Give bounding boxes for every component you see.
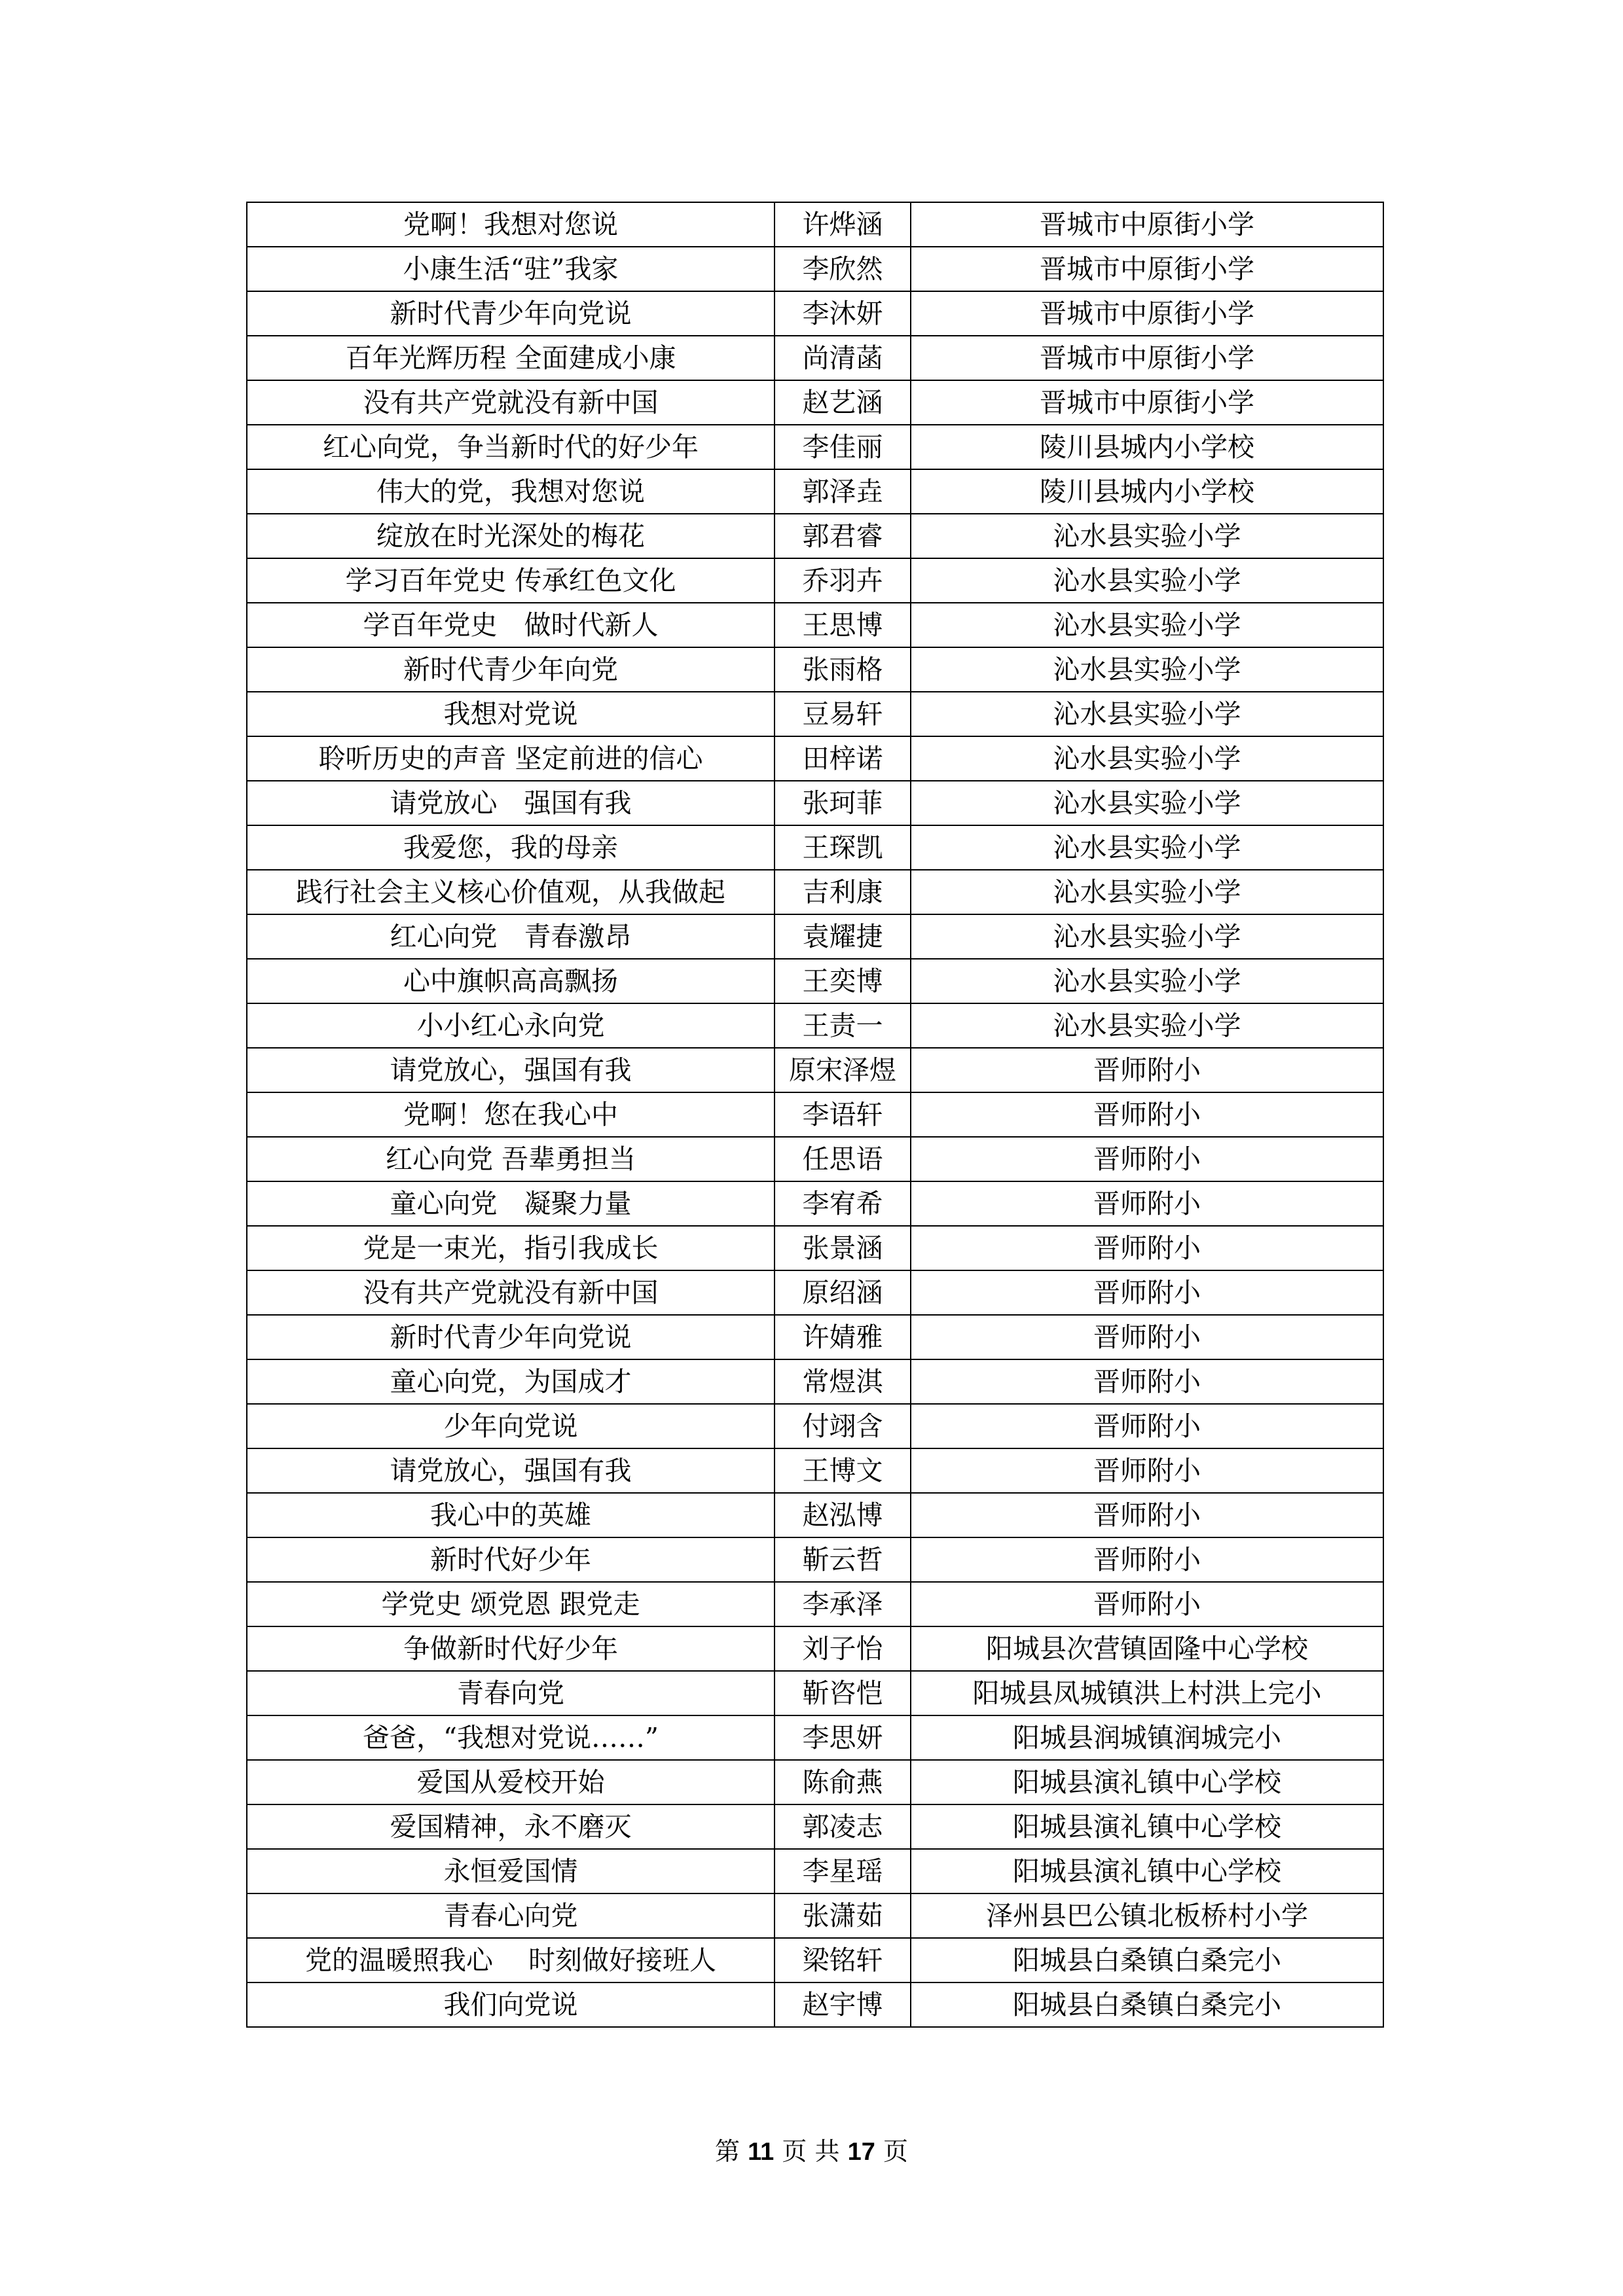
entry-school-cell: 阳城县白桑镇白桑完小 xyxy=(911,1938,1383,1982)
entry-name-cell: 王奕博 xyxy=(775,959,911,1003)
table-row xyxy=(247,1048,1383,1092)
table-row xyxy=(247,1537,1383,1582)
entry-title-cell: 百年光辉历程 全面建成小康 xyxy=(247,336,775,380)
footer-prefix: 第 xyxy=(715,2137,740,2166)
entry-title-cell: 请党放心，强国有我 xyxy=(247,1448,775,1493)
entry-title-cell: 学党史 颂党恩 跟党走 xyxy=(247,1582,775,1626)
entry-title-cell: 党是一束光，指引我成长 xyxy=(247,1226,775,1270)
entry-title-cell: 小小红心永向党 xyxy=(247,1003,775,1048)
entry-name-cell: 赵宇博 xyxy=(775,1982,911,2027)
table-row xyxy=(247,1893,1383,1938)
entry-title-cell: 小康生活“驻”我家 xyxy=(247,247,775,291)
entry-name-cell: 赵艺涵 xyxy=(775,380,911,425)
entry-school-cell: 阳城县演礼镇中心学校 xyxy=(911,1804,1383,1849)
entry-school-cell: 沁水县实验小学 xyxy=(911,1003,1383,1048)
entry-school-cell: 晋师附小 xyxy=(911,1315,1383,1359)
entry-school-cell: 晋城市中原街小学 xyxy=(911,380,1383,425)
entry-title-cell: 我心中的英雄 xyxy=(247,1493,775,1537)
entry-name-cell: 郭君睿 xyxy=(775,514,911,558)
entry-title-cell: 没有共产党就没有新中国 xyxy=(247,380,775,425)
table-row xyxy=(247,781,1383,825)
table-row xyxy=(247,202,1383,247)
entry-title-cell: 新时代青少年向党 xyxy=(247,647,775,692)
entries-table-body xyxy=(247,202,1383,2027)
entry-school-cell: 晋师附小 xyxy=(911,1270,1383,1315)
entry-school-cell: 晋师附小 xyxy=(911,1448,1383,1493)
entry-school-cell: 泽州县巴公镇北板桥村小学 xyxy=(911,1893,1383,1938)
table-row xyxy=(247,1270,1383,1315)
table-row xyxy=(247,1493,1383,1537)
entry-name-cell: 原绍涵 xyxy=(775,1270,911,1315)
footer-total-pages: 17 xyxy=(847,2138,875,2166)
entry-title-cell: 我们向党说 xyxy=(247,1982,775,2027)
entry-title-cell: 爸爸，“我想对党说……” xyxy=(247,1715,775,1760)
entry-title-cell: 童心向党 凝聚力量 xyxy=(247,1181,775,1226)
entry-title-cell: 青春向党 xyxy=(247,1671,775,1715)
entry-school-cell: 晋城市中原街小学 xyxy=(911,291,1383,336)
entry-title-cell: 永恒爱国情 xyxy=(247,1849,775,1893)
entry-name-cell: 郭凌志 xyxy=(775,1804,911,1849)
entry-name-cell: 靳云哲 xyxy=(775,1537,911,1582)
table-row xyxy=(247,692,1383,736)
entry-school-cell: 沁水县实验小学 xyxy=(911,514,1383,558)
table-row xyxy=(247,1181,1383,1226)
entry-name-cell: 赵泓博 xyxy=(775,1493,911,1537)
table-row xyxy=(247,1582,1383,1626)
entry-school-cell: 沁水县实验小学 xyxy=(911,558,1383,603)
entry-title-cell: 党啊！您在我心中 xyxy=(247,1092,775,1137)
footer-suffix: 页 xyxy=(883,2137,908,2166)
entry-name-cell: 郭泽垚 xyxy=(775,469,911,514)
entry-name-cell: 张潇茹 xyxy=(775,1893,911,1938)
table-row xyxy=(247,914,1383,959)
entry-title-cell: 学百年党史 做时代新人 xyxy=(247,603,775,647)
entry-school-cell: 沁水县实验小学 xyxy=(911,692,1383,736)
entry-name-cell: 张景涵 xyxy=(775,1226,911,1270)
table-row xyxy=(247,959,1383,1003)
entry-title-cell: 请党放心 强国有我 xyxy=(247,781,775,825)
entry-school-cell: 陵川县城内小学校 xyxy=(911,425,1383,469)
table-row xyxy=(247,1982,1383,2027)
entry-title-cell: 没有共产党就没有新中国 xyxy=(247,1270,775,1315)
entry-name-cell: 许婧雅 xyxy=(775,1315,911,1359)
entry-title-cell: 青春心向党 xyxy=(247,1893,775,1938)
entry-name-cell: 乔羽卉 xyxy=(775,558,911,603)
entry-name-cell: 袁耀捷 xyxy=(775,914,911,959)
entry-school-cell: 阳城县润城镇润城完小 xyxy=(911,1715,1383,1760)
entry-name-cell: 王责一 xyxy=(775,1003,911,1048)
table-row xyxy=(247,1359,1383,1404)
table-row xyxy=(247,603,1383,647)
entry-title-cell: 红心向党 吾辈勇担当 xyxy=(247,1137,775,1181)
entry-school-cell: 沁水县实验小学 xyxy=(911,959,1383,1003)
table-row xyxy=(247,558,1383,603)
entry-title-cell: 伟大的党，我想对您说 xyxy=(247,469,775,514)
entry-title-cell: 践行社会主义核心价值观，从我做起 xyxy=(247,870,775,914)
entry-name-cell: 原宋泽煜 xyxy=(775,1048,911,1092)
table-row xyxy=(247,1226,1383,1270)
entry-school-cell: 晋师附小 xyxy=(911,1181,1383,1226)
entry-name-cell: 常煜淇 xyxy=(775,1359,911,1404)
table-row xyxy=(247,514,1383,558)
entry-school-cell: 沁水县实验小学 xyxy=(911,870,1383,914)
table-row xyxy=(247,469,1383,514)
entry-name-cell: 李佳丽 xyxy=(775,425,911,469)
entry-title-cell: 红心向党 青春激昂 xyxy=(247,914,775,959)
entry-name-cell: 梁铭轩 xyxy=(775,1938,911,1982)
entry-school-cell: 沁水县实验小学 xyxy=(911,781,1383,825)
entry-name-cell: 付翊含 xyxy=(775,1404,911,1448)
entry-school-cell: 晋师附小 xyxy=(911,1359,1383,1404)
table-row xyxy=(247,1003,1383,1048)
entry-school-cell: 晋师附小 xyxy=(911,1137,1383,1181)
entry-title-cell: 童心向党，为国成才 xyxy=(247,1359,775,1404)
entry-school-cell: 晋城市中原街小学 xyxy=(911,336,1383,380)
table-row xyxy=(247,870,1383,914)
entry-school-cell: 阳城县演礼镇中心学校 xyxy=(911,1849,1383,1893)
entry-school-cell: 晋师附小 xyxy=(911,1048,1383,1092)
entry-name-cell: 李星瑶 xyxy=(775,1849,911,1893)
entry-title-cell: 我想对党说 xyxy=(247,692,775,736)
entry-title-cell: 党的温暖照我心 时刻做好接班人 xyxy=(247,1938,775,1982)
entry-school-cell: 晋师附小 xyxy=(911,1404,1383,1448)
entry-name-cell: 李宥希 xyxy=(775,1181,911,1226)
entry-school-cell: 阳城县白桑镇白桑完小 xyxy=(911,1982,1383,2027)
table-row xyxy=(247,247,1383,291)
entry-school-cell: 晋师附小 xyxy=(911,1092,1383,1137)
entry-school-cell: 晋师附小 xyxy=(911,1582,1383,1626)
entry-school-cell: 晋师附小 xyxy=(911,1493,1383,1537)
entry-name-cell: 尚清菡 xyxy=(775,336,911,380)
entry-school-cell: 晋师附小 xyxy=(911,1537,1383,1582)
entry-title-cell: 我爱您，我的母亲 xyxy=(247,825,775,870)
entry-name-cell: 李思妍 xyxy=(775,1715,911,1760)
entry-name-cell: 田梓诺 xyxy=(775,736,911,781)
entry-name-cell: 豆易轩 xyxy=(775,692,911,736)
entry-name-cell: 张珂菲 xyxy=(775,781,911,825)
table-row xyxy=(247,1938,1383,1982)
entry-title-cell: 争做新时代好少年 xyxy=(247,1626,775,1671)
entry-title-cell: 少年向党说 xyxy=(247,1404,775,1448)
table-row xyxy=(247,380,1383,425)
entry-name-cell: 吉利康 xyxy=(775,870,911,914)
entry-school-cell: 沁水县实验小学 xyxy=(911,647,1383,692)
entry-name-cell: 靳咨恺 xyxy=(775,1671,911,1715)
table-row xyxy=(247,647,1383,692)
entry-name-cell: 张雨格 xyxy=(775,647,911,692)
entry-name-cell: 李沐妍 xyxy=(775,291,911,336)
entry-title-cell: 请党放心，强国有我 xyxy=(247,1048,775,1092)
entries-table xyxy=(246,202,1384,2028)
entry-title-cell: 爱国从爱校开始 xyxy=(247,1760,775,1804)
entry-name-cell: 李承泽 xyxy=(775,1582,911,1626)
entry-name-cell: 王思博 xyxy=(775,603,911,647)
entry-title-cell: 党啊！我想对您说 xyxy=(247,202,775,247)
entry-school-cell: 沁水县实验小学 xyxy=(911,603,1383,647)
entry-school-cell: 沁水县实验小学 xyxy=(911,914,1383,959)
footer-middle: 页 共 xyxy=(782,2137,840,2166)
table-row xyxy=(247,291,1383,336)
footer-page-number: 11 xyxy=(748,2138,775,2166)
entry-school-cell: 阳城县凤城镇洪上村洪上完小 xyxy=(911,1671,1383,1715)
entry-title-cell: 爱国精神，永不磨灭 xyxy=(247,1804,775,1849)
table-row xyxy=(247,1671,1383,1715)
entry-school-cell: 阳城县次营镇固隆中心学校 xyxy=(911,1626,1383,1671)
table-row xyxy=(247,1715,1383,1760)
table-row xyxy=(247,1760,1383,1804)
entry-title-cell: 心中旗帜高高飘扬 xyxy=(247,959,775,1003)
table-row xyxy=(247,1448,1383,1493)
entry-name-cell: 任思语 xyxy=(775,1137,911,1181)
table-row xyxy=(247,1315,1383,1359)
entry-school-cell: 晋师附小 xyxy=(911,1226,1383,1270)
entry-school-cell: 阳城县演礼镇中心学校 xyxy=(911,1760,1383,1804)
table-row xyxy=(247,1137,1383,1181)
page-footer xyxy=(0,2135,1623,2168)
entry-school-cell: 晋城市中原街小学 xyxy=(911,202,1383,247)
entry-title-cell: 学习百年党史 传承红色文化 xyxy=(247,558,775,603)
table-row xyxy=(247,336,1383,380)
entry-title-cell: 新时代青少年向党说 xyxy=(247,291,775,336)
entry-name-cell: 李语轩 xyxy=(775,1092,911,1137)
entry-name-cell: 王博文 xyxy=(775,1448,911,1493)
entry-title-cell: 新时代青少年向党说 xyxy=(247,1315,775,1359)
table-row xyxy=(247,1804,1383,1849)
entry-name-cell: 陈俞燕 xyxy=(775,1760,911,1804)
entry-name-cell: 李欣然 xyxy=(775,247,911,291)
table-row xyxy=(247,825,1383,870)
table-row xyxy=(247,1404,1383,1448)
entry-name-cell: 王琛凯 xyxy=(775,825,911,870)
table-row xyxy=(247,1626,1383,1671)
entry-title-cell: 聆听历史的声音 坚定前进的信心 xyxy=(247,736,775,781)
table-row xyxy=(247,425,1383,469)
entry-school-cell: 晋城市中原街小学 xyxy=(911,247,1383,291)
table-row xyxy=(247,1849,1383,1893)
entry-title-cell: 绽放在时光深处的梅花 xyxy=(247,514,775,558)
entry-school-cell: 陵川县城内小学校 xyxy=(911,469,1383,514)
entry-title-cell: 新时代好少年 xyxy=(247,1537,775,1582)
table-row xyxy=(247,1092,1383,1137)
entry-title-cell: 红心向党，争当新时代的好少年 xyxy=(247,425,775,469)
entry-school-cell: 沁水县实验小学 xyxy=(911,825,1383,870)
table-row xyxy=(247,736,1383,781)
entry-name-cell: 刘子怡 xyxy=(775,1626,911,1671)
entry-name-cell: 许烨涵 xyxy=(775,202,911,247)
entry-school-cell: 沁水县实验小学 xyxy=(911,736,1383,781)
